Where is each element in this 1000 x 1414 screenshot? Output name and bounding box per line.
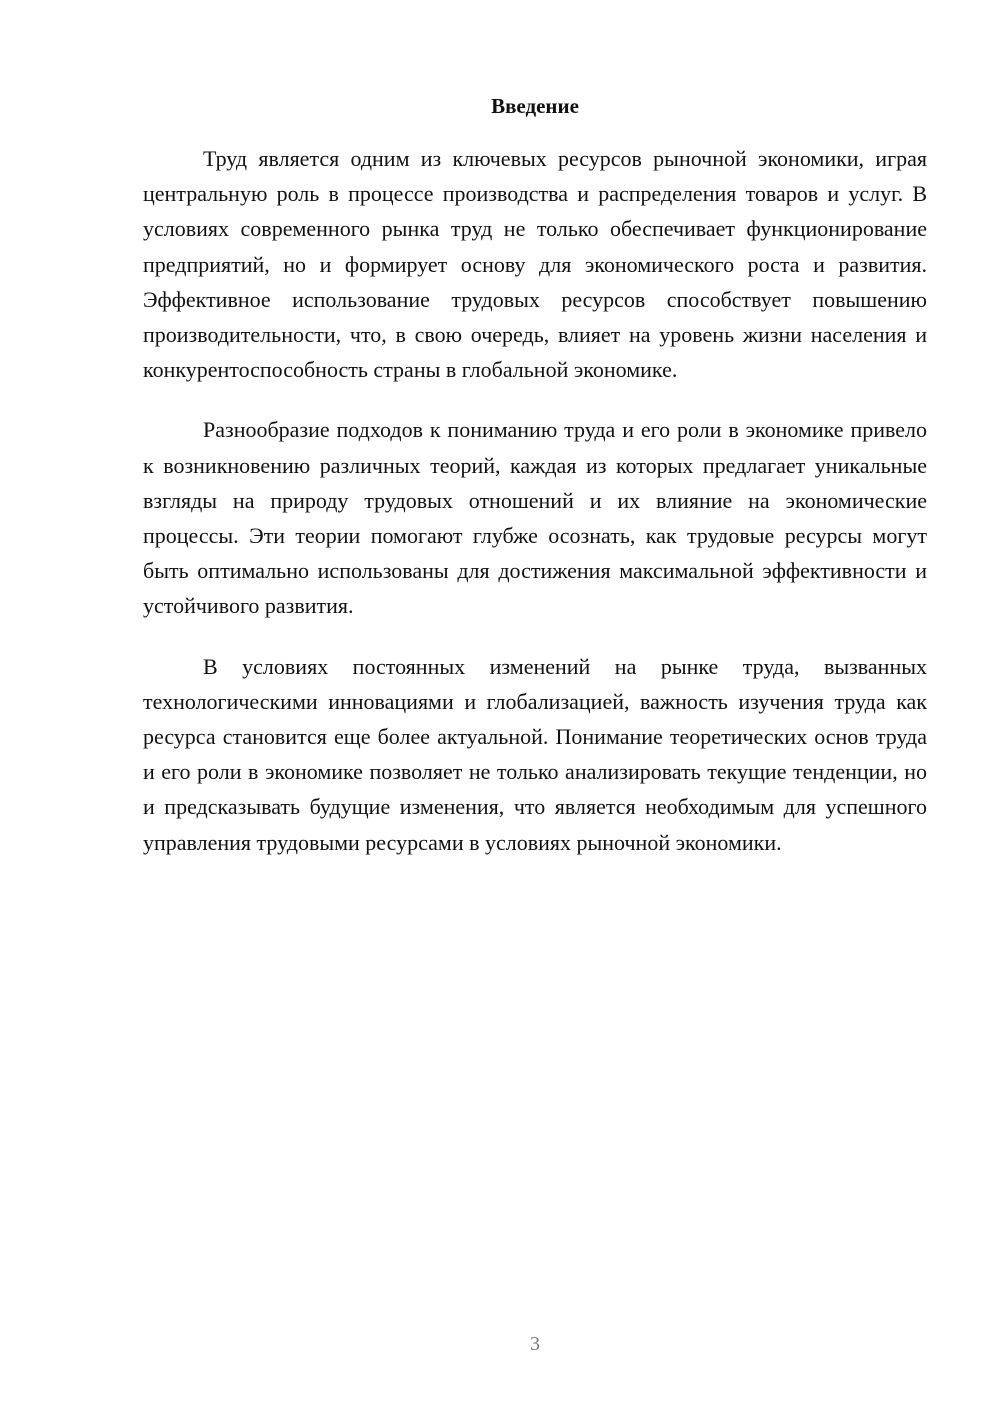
section-title: Введение <box>491 94 579 118</box>
document-body <box>143 141 927 885</box>
page-number: 3 <box>530 1333 540 1355</box>
paragraph-1: Труд является одним из ключевых ресурсов рыночной экономики, играя центральную роль в процессе производства и распределения товаров и услуг. В условиях современного рынка труд не только обеспечивает функционирование предприятий, но и формирует основу для экономического роста и развития. Эффективное использование трудовых ресурсов способствует повышению производительности, что, в свою очередь, влияет на уровень жизни населения и конкурентоспособность страны в глобальной экономике. <box>143 146 927 383</box>
paragraph-2: Разнообразие подходов к пониманию труда и его роли в экономике привело к возникновению различных теорий, каждая из которых предлагает уникальные взгляды на природу трудовых отношений и их влияние на экономические процессы. Эти теории помогают глубже осознать, как трудовые ресурсы могут быть оптимально использованы для достижения максимальной эффективности и устойчивого развития. <box>143 417 927 619</box>
paragraph-3: В условиях постоянных изменений на рынке труда, вызванных технологическими инновациями и глобализацией, важность изучения труда как ресурса становится еще более актуальной. Понимание теоретических основ труда и его роли в экономике позволяет не только анализировать текущие тенденции, но и предсказывать будущие изменения, что является необходимым для успешного управления трудовыми ресурсами в условиях рыночной экономики. <box>143 653 927 855</box>
